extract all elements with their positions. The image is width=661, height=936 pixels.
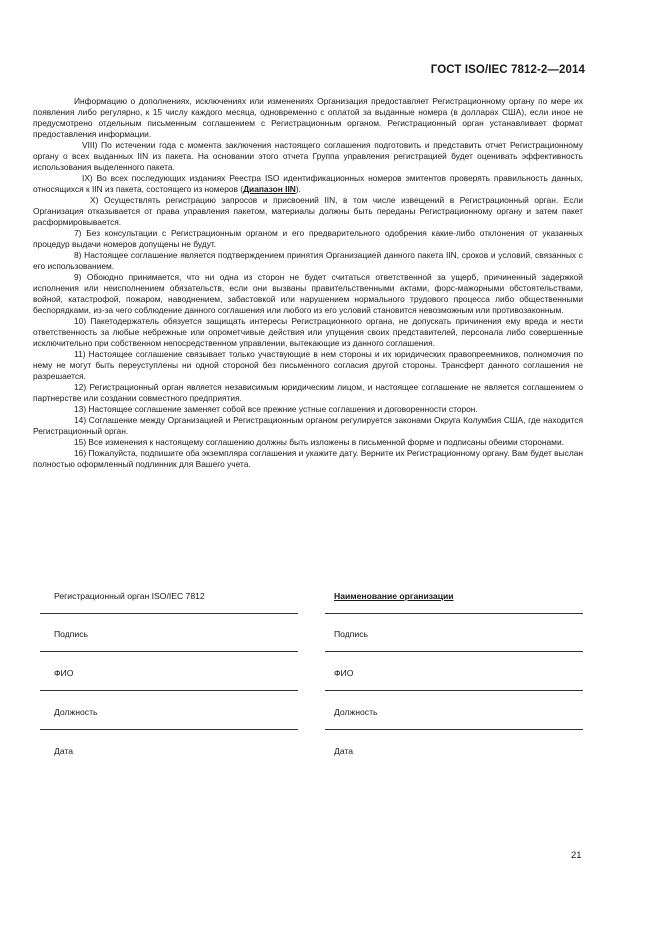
paragraph-13: 13) Настоящее соглашение заменяет собой все прежние устные соглашения и договоренности сторон. bbox=[74, 404, 478, 414]
paragraph-14: 14) Соглашение между Организацией и Регистрационным органом регулируется законами Округа Колумбия США, где находится Регистрационный орган. bbox=[33, 415, 583, 436]
paragraph-10: 10) Пакетодержатель обязуется защищать интересы Регистрационного органа, не допускать причинения ему вреда и нести ответственность за любые небрежные или опрометчивые действия или упущения своих представителей, персонала либо совершенные исключительно при собственном непосредственном управлении, вытекающие из данного соглашения. bbox=[33, 316, 583, 348]
organization-name-heading: Наименование организации bbox=[334, 591, 454, 601]
right-signature-line bbox=[325, 651, 583, 652]
paragraph-info: Информацию о дополнениях, исключениях или изменениях Организация предоставляет Регистрационному органу по мере их появления либо регулярно, к 15 числу каждого месяца, одновременно с оплатой за выданные номера (в долларах США), если иное не предусмотрено отдельным письменным соглашением с Регистрационным органом. Регистрационный орган устанавливает формат предоставления информации. bbox=[33, 96, 583, 139]
left-signature-label: Подпись bbox=[54, 629, 89, 639]
right-heading-line bbox=[325, 613, 583, 614]
left-date-label: Дата bbox=[54, 746, 74, 756]
right-position-line bbox=[325, 729, 583, 730]
left-heading-line bbox=[40, 613, 298, 614]
paragraph-ix-suffix: ). bbox=[295, 184, 301, 194]
left-signature-line bbox=[40, 651, 298, 652]
paragraph-8: 8) Настоящее соглашение является подтверждением принятия Организацией данного пакета IIN, сроков и условий, связанных с его использованием. bbox=[33, 250, 583, 271]
paragraph-ix bbox=[33, 173, 583, 195]
paragraph-15: 15) Все изменения к настоящему соглашению должны быть изложены в письменной форме и подписаны обеими сторонами. bbox=[74, 437, 564, 447]
left-name-line bbox=[40, 690, 298, 691]
paragraph-7: 7) Без консультации с Регистрационным органом и его предварительного одобрения какие-либо отклонения от указанных процедур выдачи номеров допущены не будут. bbox=[33, 228, 583, 249]
paragraph-x: X) Осуществлять регистрацию запросов и присвоений IIN, в том числе извещений в Регистрационный орган. Если Организация отказывается от права управления пакетом, материалы должны быть переданы Регистрационному органу и затем пакет расформировывается. bbox=[33, 195, 583, 227]
right-date-label: Дата bbox=[334, 746, 354, 756]
page-number: 21 bbox=[571, 850, 582, 861]
iin-range-label: Диапазон IIN bbox=[243, 184, 296, 194]
document-body bbox=[33, 96, 583, 470]
right-name-line bbox=[325, 690, 583, 691]
paragraph-11: 11) Настоящее соглашение связывает только участвующие в нем стороны и их юридических правопреемников, полномочия по нему не могут быть переуступлены ни одной стороной без письменного согласия другой стороны. Трансферт данного соглашения не разрешается. bbox=[33, 349, 583, 381]
paragraph-ix-text: IX) Во всех последующих изданиях Реестра ISO идентификационных номеров эмитентов проверять правильность данных, относящихся к IIN из пакета, состоящего из номеров ( bbox=[33, 173, 583, 194]
paragraph-12: 12) Регистрационный орган является независимым юридическим лицом, и настоящее соглашение не является соглашением о партнерстве или создании совместного предприятия. bbox=[33, 382, 583, 403]
right-position-label: Должность bbox=[334, 707, 378, 717]
paragraph-9: 9) Обоюдно принимается, что ни одна из сторон не будет считаться ответственной за ущерб, причиненный задержкой исполнения или неисполнением обязательств, если они вызваны правительственными актами, форс-мажорными обстоятельствами, войной, катастрофой, пожаром, наводнением, забастовкой или нарушением нормального трудового процесса либо общественными беспорядками, из-за чего соблюдение данного соглашения или любого из его условий становится невозможным или противозаконным. bbox=[33, 272, 583, 315]
left-position-line bbox=[40, 729, 298, 730]
paragraph-16: 16) Пожалуйста, подпишите оба экземпляра соглашения и укажите дату. Верните их Регистрационному органу. Вам будет выслан полностью оформленный подлинник для Вашего учета. bbox=[33, 448, 583, 469]
right-signature-label: Подпись bbox=[334, 629, 369, 639]
paragraph-viii: VIII) По истечении года с момента заключения настоящего соглашения подготовить и представить отчет Регистрационному органу о всех выданных IIN из пакета. На основании этого отчета Группа управления регистрацией будет оценивать эффективность использования выделенного пакета. bbox=[33, 140, 583, 172]
left-position-label: Должность bbox=[54, 707, 98, 717]
registration-authority-heading: Регистрационный орган ISO/IEC 7812 bbox=[54, 591, 205, 601]
left-name-label: ФИО bbox=[54, 668, 74, 678]
document-header: ГОСТ ISO/IEC 7812-2—2014 bbox=[430, 64, 585, 76]
right-name-label: ФИО bbox=[334, 668, 354, 678]
